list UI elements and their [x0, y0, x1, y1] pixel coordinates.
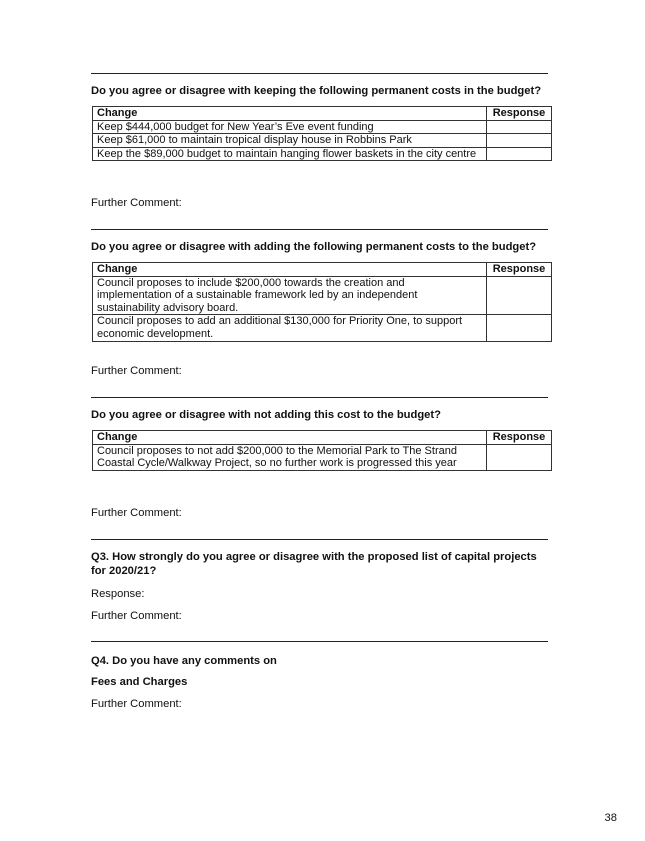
table-row: [93, 276, 552, 315]
q4-further-comment-label: Further Comment:: [91, 698, 182, 710]
further-comment-label: Further Comment:: [91, 197, 182, 209]
change-cell: Council proposes to not add $200,000 to the Memorial Park to The Strand Coastal Cycle/Walkway Project, so no further work is progressed this year: [93, 444, 487, 470]
question-keep-costs: Do you agree or disagree with keeping the following permanent costs in the budget?: [91, 85, 542, 97]
further-comment-label: Further Comment:: [91, 507, 182, 519]
change-cell: Council proposes to include $200,000 towards the creation and implementation of a sustainable framework led by an independent sustainability advisory board.: [93, 276, 487, 315]
add-costs-table: [92, 262, 552, 342]
further-comment-label: Further Comment:: [91, 365, 182, 377]
q4-question: Q4. Do you have any comments on: [91, 655, 277, 667]
header-response: Response: [487, 263, 552, 277]
response-cell[interactable]: [487, 120, 552, 134]
question-not-add-cost: Do you agree or disagree with not adding this cost to the budget?: [91, 409, 441, 421]
table-header-row: [93, 431, 552, 445]
section-divider: [91, 397, 548, 398]
section-divider: [91, 539, 548, 540]
header-change: Change: [93, 107, 487, 121]
section-divider: [91, 73, 548, 74]
keep-costs-table: [92, 106, 552, 161]
q3-question: Q3. How strongly do you agree or disagree with the proposed list of capital projects for 2020/21?: [91, 551, 537, 577]
table-row: [93, 147, 552, 161]
response-cell[interactable]: [487, 276, 552, 315]
response-cell[interactable]: [487, 444, 552, 470]
q3-response-label: Response:: [91, 588, 145, 600]
change-cell: Keep $61,000 to maintain tropical display house in Robbins Park: [93, 134, 487, 148]
page-number: 38: [604, 812, 617, 824]
question-add-costs: Do you agree or disagree with adding the following permanent costs to the budget?: [91, 241, 537, 253]
table-row: [93, 444, 552, 470]
header-response: Response: [487, 107, 552, 121]
table-header-row: [93, 107, 552, 121]
section-divider: [91, 641, 548, 642]
header-change: Change: [93, 263, 487, 277]
change-cell: Keep the $89,000 budget to maintain hanging flower baskets in the city centre: [93, 147, 487, 161]
header-change: Change: [93, 431, 487, 445]
change-cell: Council proposes to add an additional $130,000 for Priority One, to support economic development.: [93, 315, 487, 341]
change-cell: Keep $444,000 budget for New Year’s Eve event funding: [93, 120, 487, 134]
header-response: Response: [487, 431, 552, 445]
response-cell[interactable]: [487, 134, 552, 148]
table-row: [93, 134, 552, 148]
table-row: [93, 315, 552, 341]
table-header-row: [93, 263, 552, 277]
response-cell[interactable]: [487, 147, 552, 161]
not-add-cost-table: [92, 430, 552, 471]
response-cell[interactable]: [487, 315, 552, 341]
section-divider: [91, 229, 548, 230]
q4-subheading: Fees and Charges: [91, 676, 188, 688]
q3-further-comment-label: Further Comment:: [91, 610, 182, 622]
table-row: [93, 120, 552, 134]
